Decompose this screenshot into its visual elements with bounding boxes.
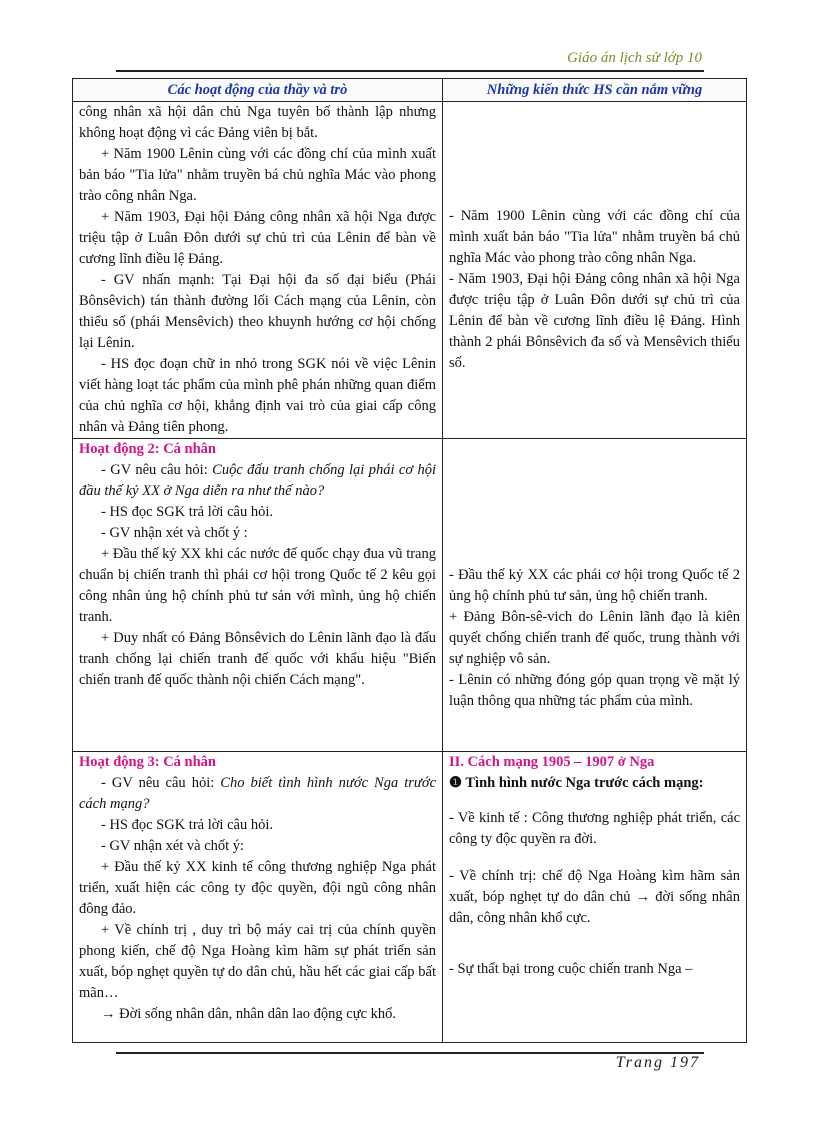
- paragraph: - Đầu thế kỷ XX các phái cơ hội trong Quốc tế 2 ủng hộ chính phủ tư sản, ủng hộ chiến tranh.: [449, 567, 740, 604]
- paragraph: + Đầu thế kỷ XX kinh tế công thương nghiệp Nga phát triển, xuất hiện các công ty độc quyền, đội ngũ công nhân đông đảo.: [79, 859, 436, 917]
- page-header-title: Giáo án lịch sử lớp 10: [567, 50, 702, 66]
- spacer: [449, 794, 740, 808]
- paragraph: + Đầu thế kỷ XX khi các nước đế quốc chạy đua vũ trang chuẩn bị chiến tranh thì phái cơ hội trong Quốc tế 2 kêu gọi công nhân ủng hộ chính phủ tư sản với mình, ủng hộ chiến tranh.: [79, 546, 436, 625]
- subsection-title: Tình hình nước Nga trước cách mạng:: [465, 775, 704, 791]
- activities-cell: [73, 752, 443, 1043]
- column-header-activities: Các hoạt động của thầy và trò: [73, 79, 443, 102]
- paragraph: - HS đọc đoạn chữ in nhỏ trong SGK nói về việc Lênin viết hàng loạt tác phẩm của mình phê phán những quan điểm của chủ nghĩa cơ hội, khẳng định vai trò của giai cấp công nhân và Đảng tiên phong.: [79, 356, 436, 435]
- table-row: [73, 102, 747, 439]
- page-number: Trang 197: [615, 1054, 700, 1071]
- subsection-heading: [449, 773, 740, 794]
- paragraph: - GV nhận xét và chốt ý:: [101, 838, 245, 854]
- paragraph: công nhân xã hội dân chủ Nga tuyên bố thành lập nhưng không hoạt động vì các Đảng viên bị bắt.: [79, 104, 436, 141]
- activity-heading: Hoạt động 3: Cá nhân: [79, 754, 216, 770]
- table-header-row: [73, 79, 747, 102]
- paragraph: + Duy nhất có Đảng Bônsêvich do Lênin lãnh đạo là đấu tranh chống lại chiến tranh đế quốc với khẩu hiệu "Biến chiến tranh đế quốc thành nội chiến Cách mạng".: [79, 630, 436, 688]
- spacer: [449, 102, 740, 206]
- table-row: [73, 752, 747, 1043]
- paragraph: - Sự thất bại trong cuộc chiến tranh Nga –: [449, 961, 693, 977]
- spacer: [449, 439, 740, 565]
- activity-heading: Hoạt động 2: Cá nhân: [79, 441, 216, 457]
- paragraph: - GV nhận xét và chốt ý :: [101, 525, 248, 541]
- teacher-question: [79, 460, 436, 502]
- activities-cell: [73, 102, 443, 439]
- paragraph: - HS đọc SGK trả lời câu hỏi.: [101, 817, 273, 833]
- question-prefix: - GV nêu câu hỏi:: [101, 462, 213, 478]
- column-header-knowledge: Những kiến thức HS cần nắm vững: [443, 79, 747, 102]
- paragraph: - HS đọc SGK trả lời câu hỏi.: [101, 504, 273, 520]
- knowledge-cell: [443, 102, 747, 439]
- section-heading: II. Cách mạng 1905 – 1907 ở Nga: [449, 754, 655, 770]
- paragraph: - Lênin có những đóng góp quan trọng về mặt lý luận thông qua những tác phẩm của mình.: [449, 672, 740, 709]
- paragraph: - Về kinh tế : Công thương nghiệp phát triển, các công ty độc quyền ra đời.: [449, 810, 740, 847]
- question-text: Cuộc đấu tranh chống lại phái cơ hội đầu thế kỷ XX ở Nga diễn ra như thế nào?: [79, 462, 436, 499]
- paragraph: → Đời sống nhân dân, nhân dân lao động cực khổ.: [101, 1006, 396, 1022]
- question-text: Cho biết tình hình nước Nga trước cách mạng?: [79, 775, 437, 812]
- header-rule: [116, 70, 704, 72]
- number-one-icon: ❶: [449, 775, 462, 791]
- knowledge-cell: [443, 439, 747, 752]
- knowledge-cell: [443, 752, 747, 1043]
- spacer: [449, 929, 740, 959]
- paragraph: + Về chính trị , duy trì bộ máy cai trị của chính quyền phong kiến, chế độ Nga Hoàng kìm hãm sự phát triển sản xuất, bóp nghẹt quyền tự do dân chủ, hầu hết các giai cấp bất mãn…: [79, 922, 436, 1001]
- teacher-question: [79, 773, 436, 815]
- question-prefix: - GV nêu câu hỏi:: [101, 775, 221, 791]
- paragraph: + Năm 1903, Đại hội Đảng công nhân xã hội Nga được triệu tập ở Luân Đôn dưới sự chủ trì của Lênin để bàn về cương lĩnh điều lệ Đảng.: [79, 209, 436, 267]
- paragraph: - Năm 1900 Lênin cùng với các đồng chí của mình xuất bản báo "Tia lửa" nhằm truyền bá chủ nghĩa Mác vào phong trào công nhân Nga.: [449, 208, 740, 266]
- paragraph: - Về chính trị: chế độ Nga Hoàng kìm hãm sản xuất, bóp nghẹt tự do dân chủ → đời sống nhân dân, công nhân khổ cực.: [449, 868, 740, 926]
- paragraph: + Đảng Bôn-sê-vich do Lênin lãnh đạo là kiên quyết chống chiến tranh đế quốc, trung thành với sự nghiệp vô sản.: [449, 609, 740, 667]
- paragraph: - GV nhấn mạnh: Tại Đại hội đa số đại biểu (Phái Bônsêvich) tán thành đường lối Cách mạng của Lênin, còn thiểu số (phái Mensêvich) theo khuynh hướng cơ hội chống lại Lênin.: [79, 272, 436, 351]
- activities-cell: [73, 439, 443, 752]
- lesson-table: [72, 78, 747, 1043]
- paragraph: - Năm 1903, Đại hội Đảng công nhân xã hội Nga được triệu tập ở Luân Đôn dưới sự chủ trì của Lênin để bàn về cương lĩnh điều lệ Đảng. Hình thành 2 phái Bônsêvich đa số và Mensêvich thiểu số.: [449, 271, 740, 371]
- table-row: [73, 439, 747, 752]
- paragraph: + Năm 1900 Lênin cùng với các đồng chí của mình xuất bản báo "Tia lửa" nhằm truyền bá chủ nghĩa Mác vào phong trào công nhân Nga.: [79, 146, 436, 204]
- spacer: [449, 850, 740, 866]
